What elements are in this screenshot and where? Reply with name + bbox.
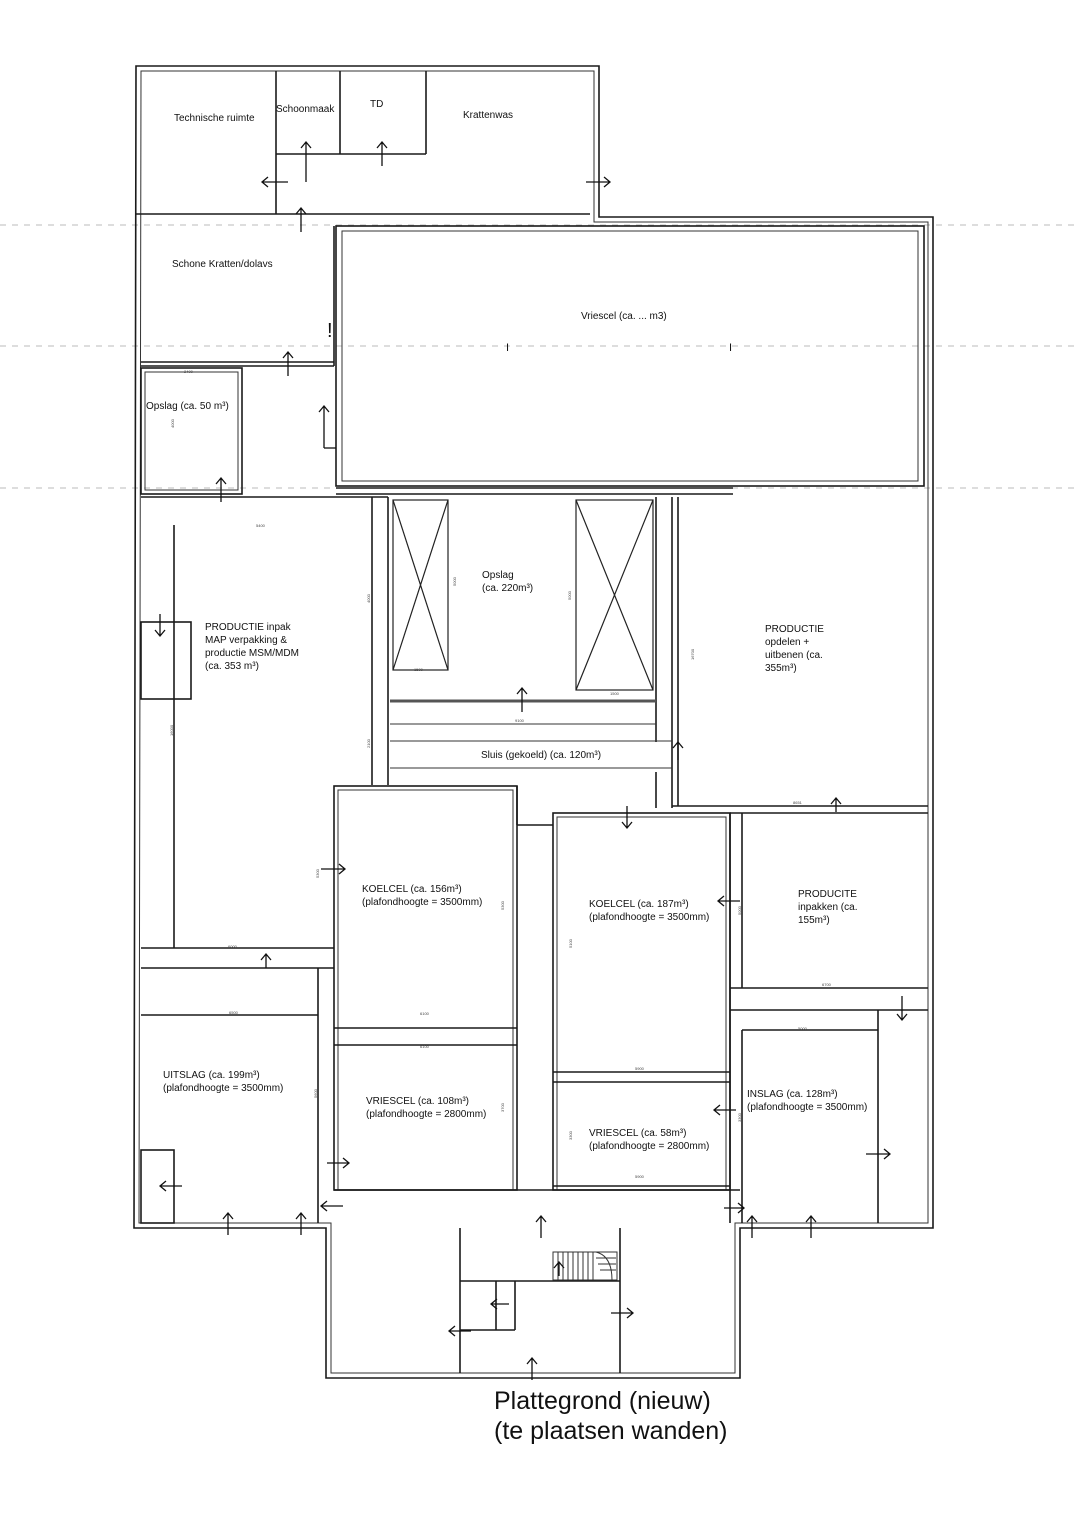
room-label-schone: Schone Kratten/dolavs xyxy=(172,259,273,270)
uitslag-walls xyxy=(141,968,318,1223)
dimension-label: 5300 xyxy=(500,901,505,910)
room-label-td: TD xyxy=(370,99,384,110)
room-label-productie-opdelen: uitbenen (ca. xyxy=(765,650,823,661)
page-title-line2: (te plaatsen wanden) xyxy=(494,1417,728,1445)
dimension-label: 5600 xyxy=(313,1089,318,1098)
arrow-right-icon xyxy=(321,864,345,874)
room-label-koelcel187: KOELCEL (ca. 187m³) xyxy=(589,899,689,910)
room-label-producite: PRODUCITE xyxy=(798,889,857,900)
arrow-up-icon xyxy=(536,1216,546,1238)
room-label-productie-inpak: PRODUCTIE inpak xyxy=(205,622,291,633)
dimension-label: 9100 xyxy=(515,718,524,723)
page-title xyxy=(494,1386,894,1446)
arrow-up-icon xyxy=(223,1213,233,1235)
dimension-label: 6500 xyxy=(229,1010,238,1015)
room-label-vriescel-top: Vriescel (ca. ... m3) xyxy=(581,311,667,322)
room-label-opslag220: Opslag xyxy=(482,570,514,581)
room-label-vriescel58: (plafondhoogte = 2800mm) xyxy=(589,1141,710,1152)
room-label-koelcel187: (plafondhoogte = 3500mm) xyxy=(589,912,710,923)
room-label-sluis: Sluis (gekoeld) (ca. 120m³) xyxy=(481,750,602,761)
room-label-opslag50: Opslag (ca. 50 m³) xyxy=(146,401,229,412)
arrow-up-icon xyxy=(261,954,271,968)
vriescel-top-walls xyxy=(324,226,924,494)
dimension-label: 16000 xyxy=(169,724,174,736)
dimension-label: 1500 xyxy=(610,691,619,696)
room-label-krattenwas: Krattenwas xyxy=(463,110,514,121)
dimension-label: 2100 xyxy=(366,739,371,748)
dimension-label: 16700 xyxy=(690,648,695,660)
dimension-label: 5000 xyxy=(737,906,742,915)
room-label-productie-inpak: (ca. 353 m³) xyxy=(205,661,259,672)
room-label-producite: inpakken (ca. xyxy=(798,902,858,913)
opslag220-walls xyxy=(390,497,672,808)
room-label-koelcel156: (plafondhoogte = 3500mm) xyxy=(362,897,483,908)
room-label-uitslag: UITSLAG (ca. 199m³) xyxy=(163,1070,260,1081)
arrow-up-icon xyxy=(296,208,306,232)
koelcel156-walls xyxy=(334,786,553,1190)
arrow-left-icon xyxy=(262,177,288,187)
door-arrows xyxy=(155,142,907,1380)
dimension-label: 5000 xyxy=(798,1026,807,1031)
room-label-producite: 155m³) xyxy=(798,915,830,926)
dimension-label: 3700 xyxy=(500,1103,505,1112)
arrow-up-icon xyxy=(527,1358,537,1380)
dimension-label: 3300 xyxy=(568,1131,573,1140)
arrow-left-icon xyxy=(321,1201,343,1211)
arrow-left-icon xyxy=(160,1181,182,1191)
room-label-vriescel58: VRIESCEL (ca. 58m³) xyxy=(589,1128,687,1139)
room-label-uitslag: (plafondhoogte = 3500mm) xyxy=(163,1083,284,1094)
room-label-productie-inpak: MAP verpakking & xyxy=(205,635,288,646)
opslag50-walls xyxy=(141,368,242,494)
room-label-vriescel108: (plafondhoogte = 2800mm) xyxy=(366,1109,487,1120)
room-label-productie-opdelen: 355m³) xyxy=(765,663,797,674)
dimension-label: 2400 xyxy=(184,369,193,374)
room-label-productie-opdelen: opdelen + xyxy=(765,637,810,648)
bottom-annex-walls xyxy=(334,1190,740,1373)
dimension-label: 1500 xyxy=(414,667,423,672)
room-label-inslag: (plafondhoogte = 3500mm) xyxy=(747,1102,868,1113)
productie-left-walls xyxy=(141,497,388,968)
dimension-label: 6000 xyxy=(228,944,237,949)
dimension-label: 5900 xyxy=(635,1174,644,1179)
room-label-opslag220: (ca. 220m³) xyxy=(482,583,534,594)
schone-kratten-walls xyxy=(141,226,334,366)
room-label-koelcel156: KOELCEL (ca. 156m³) xyxy=(362,884,462,895)
arrow-up-icon xyxy=(301,142,311,182)
column-marker: I xyxy=(729,342,733,354)
dimension-label: 8651 xyxy=(793,800,802,805)
arrow-left-icon xyxy=(718,896,740,906)
dimension-label: 5000 xyxy=(452,577,457,586)
producite-inslag-walls xyxy=(730,813,928,1223)
room-label-productie-inpak: productie MSM/MDM xyxy=(205,648,299,659)
room-label-vriescel108: VRIESCEL (ca. 108m³) xyxy=(366,1096,469,1107)
arrow-left-icon xyxy=(714,1105,736,1115)
dimension-label: 6100 xyxy=(420,1044,429,1049)
arrow-up-icon xyxy=(296,1213,306,1235)
arrow-down-icon xyxy=(155,614,165,636)
page-title-line1: Plattegrond (nieuw) xyxy=(494,1387,711,1415)
dimension-label: 3300 xyxy=(737,1113,742,1122)
arrow-down-icon xyxy=(897,996,907,1020)
dimension-label: 5100 xyxy=(568,939,573,948)
room-label-productie-opdelen: PRODUCTIE xyxy=(765,624,824,635)
arrow-right-icon xyxy=(724,1203,744,1213)
arrow-up-icon xyxy=(283,352,293,376)
dimension-label: 4000 xyxy=(366,594,371,603)
room-label-inslag: INSLAG (ca. 128m³) xyxy=(747,1089,838,1100)
exclamation-marker: ! xyxy=(327,320,333,342)
top-annex-walls xyxy=(136,71,590,214)
arrow-left-icon xyxy=(491,1299,509,1309)
arrow-up-icon xyxy=(673,742,683,760)
room-label-technische: Technische ruimte xyxy=(174,113,255,124)
arrow-up-icon xyxy=(319,406,329,448)
arrow-right-icon xyxy=(586,177,610,187)
dimension-label: 5000 xyxy=(567,591,572,600)
dimension-label: 5300 xyxy=(315,869,320,878)
arrow-up-icon xyxy=(747,1216,757,1238)
dimension-label: 6700 xyxy=(822,982,831,987)
dimension-label: 5400 xyxy=(256,523,265,528)
dimension-label: 4000 xyxy=(170,419,175,428)
arrow-right-icon xyxy=(611,1308,633,1318)
arrow-up-icon xyxy=(831,798,841,812)
room-label-schoonmaak: Schoonmaak xyxy=(276,104,335,115)
arrow-up-icon xyxy=(806,1216,816,1238)
column-marker: I xyxy=(506,342,510,354)
dimension-label: 5900 xyxy=(635,1066,644,1071)
dimension-label: 6100 xyxy=(420,1011,429,1016)
